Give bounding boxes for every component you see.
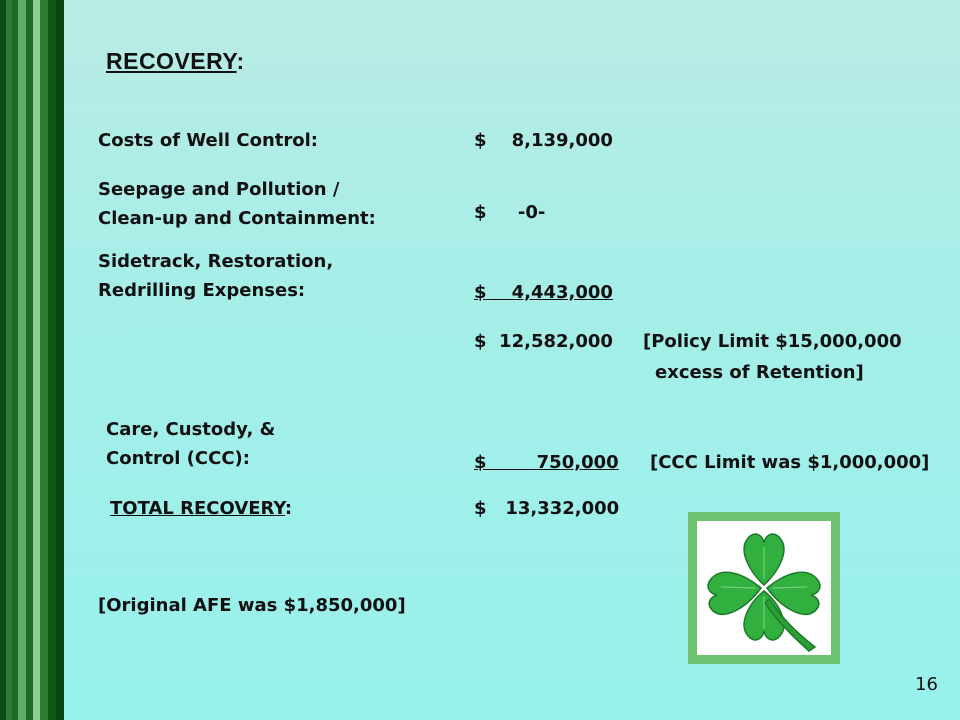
seepage-label-line2: Clean-up and Containment: (98, 208, 376, 229)
slide-title (106, 48, 245, 75)
page-number: 16 (915, 674, 938, 695)
policy-limit-note-line1: [Policy Limit $15,000,000 (643, 331, 902, 352)
original-afe-note: [Original AFE was $1,850,000] (98, 595, 406, 616)
ccc-label-line1: Care, Custody, & (106, 419, 276, 440)
total-recovery-amount: $ 13,332,000 (474, 498, 620, 519)
ccc-amount: $ 750,000 (474, 452, 619, 473)
shamrock-image-frame (688, 512, 840, 664)
well-control-label: Costs of Well Control: (98, 130, 318, 151)
total-label-text: TOTAL RECOVERY (110, 498, 285, 519)
seepage-label-line1: Seepage and Pollution / (98, 179, 340, 200)
ccc-label-line2: Control (CCC): (106, 448, 250, 469)
sidetrack-label-line1: Sidetrack, Restoration, (98, 251, 334, 272)
ccc-limit-note: [CCC Limit was $1,000,000] (650, 452, 930, 473)
shamrock-icon (697, 521, 831, 655)
well-control-amount: $ 8,139,000 (474, 130, 613, 151)
policy-limit-note-line2: excess of Retention] (655, 362, 864, 383)
title-text: RECOVERY (106, 48, 237, 74)
total-label-colon: : (284, 498, 293, 519)
subtotal-amount: $ 12,582,000 (474, 331, 613, 352)
sidetrack-amount: $ 4,443,000 (474, 282, 613, 303)
sidetrack-label-line2: Redrilling Expenses: (98, 280, 306, 301)
decorative-sidebar-stripes (0, 0, 64, 720)
total-recovery-label (110, 495, 292, 523)
seepage-amount: $ -0- (474, 202, 546, 223)
title-colon: : (236, 48, 245, 74)
